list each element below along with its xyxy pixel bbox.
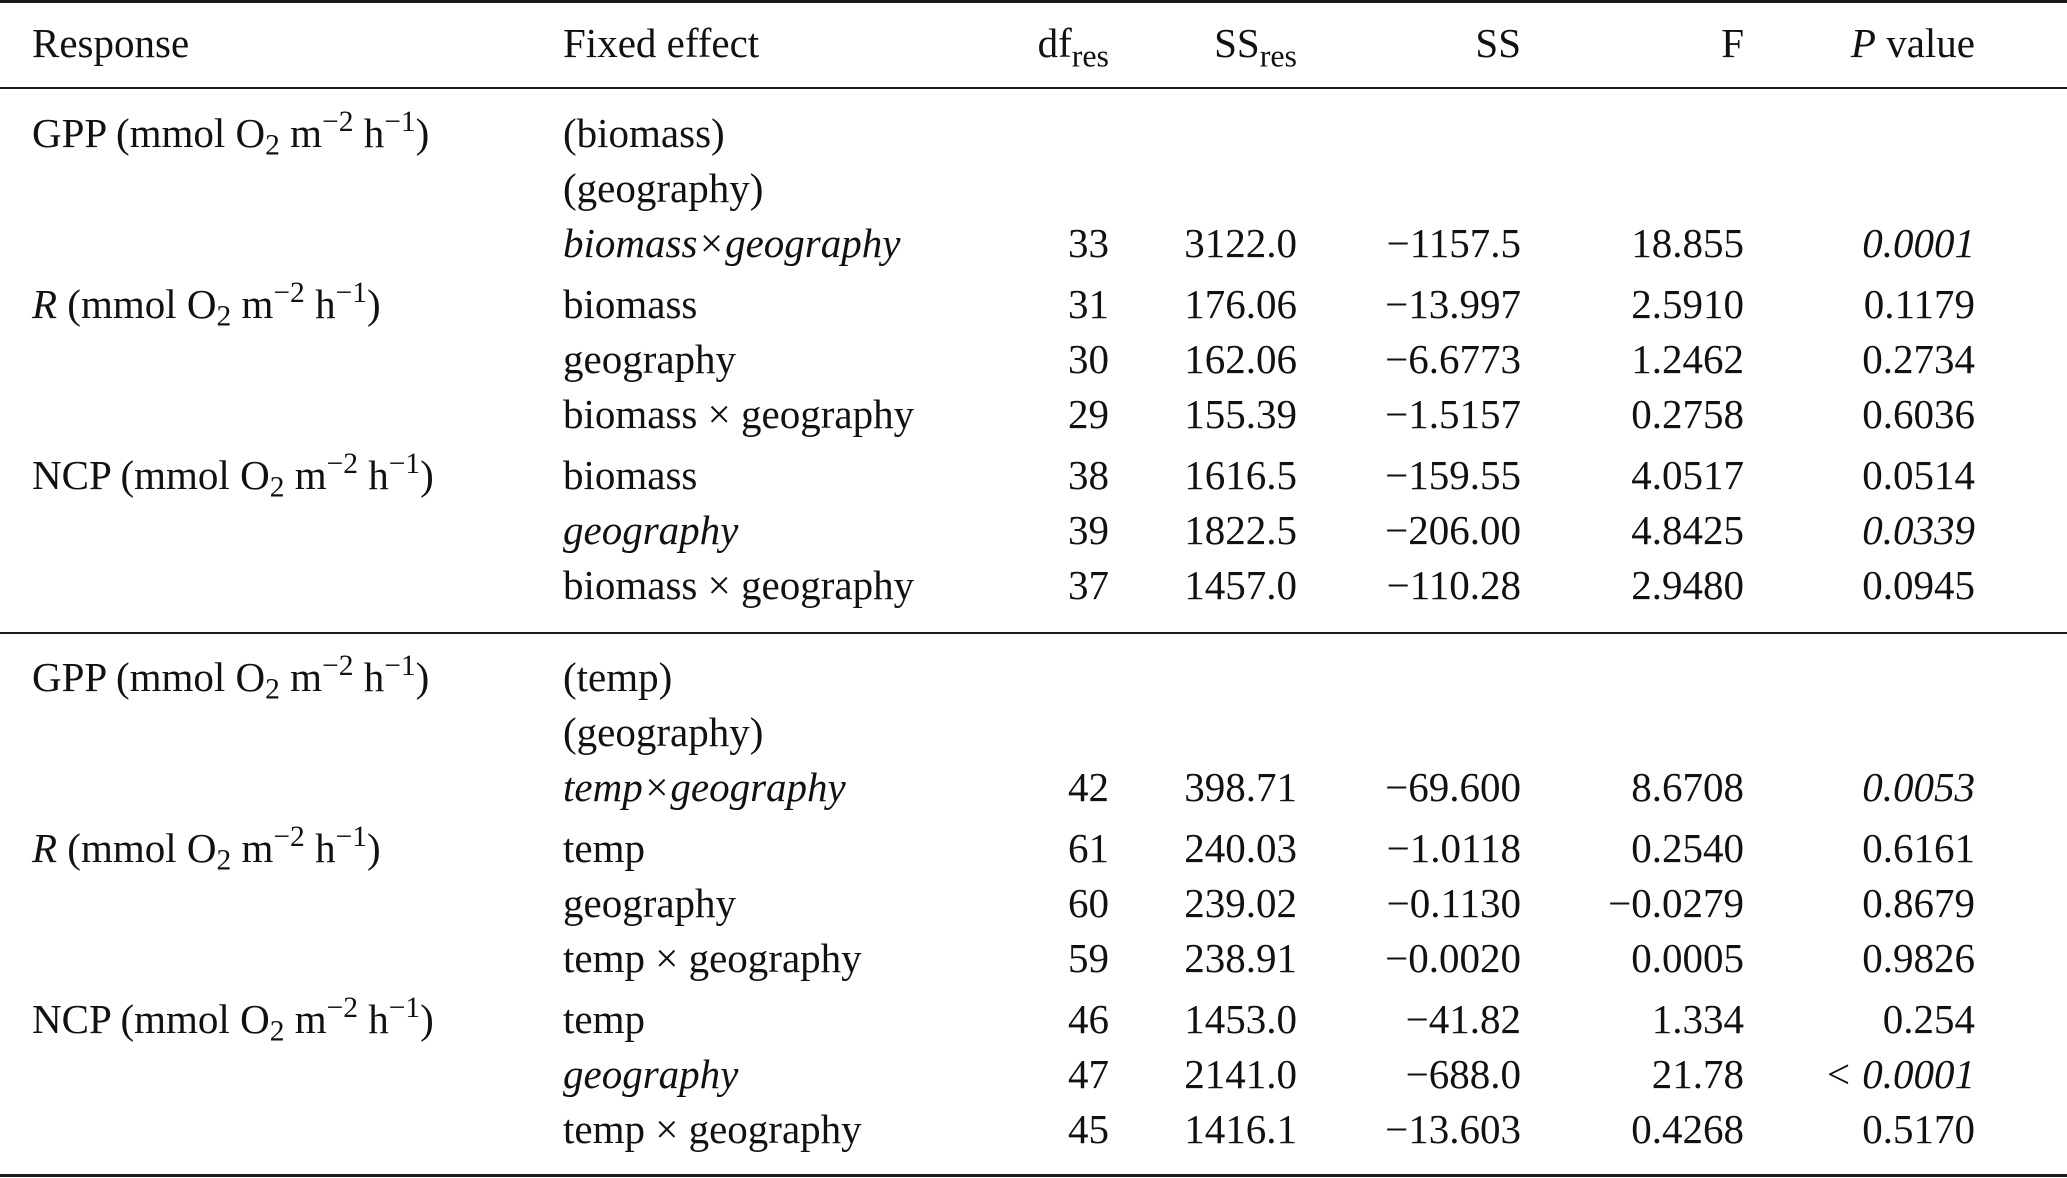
- unit-part: (mmol O: [67, 281, 217, 327]
- unit-part: m: [231, 825, 274, 871]
- response-cell: [32, 650, 429, 704]
- response-label: NCP: [32, 996, 111, 1042]
- table-row: [0, 760, 2067, 814]
- unit-part: −1: [384, 105, 416, 138]
- unit-part: (mmol O: [120, 452, 270, 498]
- p-value-cell: 0.254: [1882, 996, 1975, 1042]
- response-label: GPP: [32, 654, 106, 700]
- header-p-italic: P: [1850, 20, 1876, 66]
- header-ss-res: [1214, 16, 1297, 74]
- fixed-effect-cell: biomass × geography: [563, 562, 915, 608]
- table-row: [0, 448, 2067, 502]
- response-unit: [57, 820, 381, 877]
- ss-cell: −159.55: [1385, 452, 1521, 498]
- df-res-cell: 59: [1068, 935, 1109, 981]
- table-row: [0, 216, 2067, 270]
- response-label: GPP: [32, 110, 106, 156]
- f-cell: 0.0005: [1631, 935, 1744, 981]
- ss-res-cell: 239.02: [1184, 880, 1297, 926]
- ss-cell: −1157.5: [1386, 220, 1521, 266]
- table-row: [0, 332, 2067, 386]
- ss-res-cell: 1416.1: [1184, 1106, 1297, 1152]
- unit-part: h: [304, 281, 336, 327]
- fixed-effect-cell: temp×geography: [563, 764, 846, 810]
- unit-part: h: [304, 825, 336, 871]
- bottom-rule: [0, 1174, 2067, 1177]
- unit-part: ): [415, 654, 430, 700]
- df-res-cell: 38: [1068, 452, 1109, 498]
- table-row: [0, 1047, 2067, 1101]
- unit-part: m: [231, 281, 274, 327]
- p-value-cell: 0.8679: [1862, 880, 1975, 926]
- df-res-cell: 31: [1068, 281, 1109, 327]
- fixed-effect-cell: geography: [563, 507, 739, 553]
- unit-part: ): [366, 281, 381, 327]
- header-df-sub: res: [1071, 38, 1109, 74]
- header-ssres-base: SS: [1214, 20, 1260, 66]
- f-cell: 2.9480: [1631, 562, 1744, 608]
- unit-part: −2: [326, 991, 359, 1024]
- unit-part: ): [420, 996, 434, 1042]
- table-row: [0, 992, 2067, 1046]
- unit-part: −1: [388, 447, 421, 480]
- unit-part: −1: [335, 276, 367, 309]
- response-unit: [110, 991, 434, 1048]
- unit-part: 2: [216, 844, 232, 877]
- fixed-effect-cell: (temp): [563, 654, 673, 700]
- unit-part: ): [366, 825, 381, 871]
- table-row: [0, 277, 2067, 331]
- response-unit: [106, 649, 430, 706]
- p-value-cell: < 0.0001: [1824, 1051, 1975, 1097]
- p-value-cell: 0.0001: [1862, 220, 1975, 266]
- unit-part: m: [284, 996, 327, 1042]
- f-cell: 1.334: [1651, 996, 1744, 1042]
- unit-part: −2: [273, 276, 305, 309]
- table-row: [0, 931, 2067, 985]
- ss-cell: −1.0118: [1386, 825, 1521, 871]
- response-label: NCP: [32, 452, 111, 498]
- unit-part: −1: [384, 649, 416, 682]
- f-cell: 0.2758: [1631, 391, 1744, 437]
- f-cell: 18.855: [1631, 220, 1744, 266]
- response-label: R: [32, 825, 58, 871]
- p-value-cell: 0.2734: [1862, 336, 1975, 382]
- header-ssres-sub: res: [1259, 38, 1297, 74]
- df-res-cell: 60: [1068, 880, 1109, 926]
- response-unit: [57, 276, 381, 333]
- p-value-cell: 0.1179: [1863, 281, 1975, 327]
- f-cell: 2.5910: [1631, 281, 1744, 327]
- unit-part: (mmol O: [115, 654, 266, 700]
- table-row: [0, 821, 2067, 875]
- p-value-cell: 0.0053: [1862, 764, 1975, 810]
- df-res-cell: 42: [1068, 764, 1109, 810]
- ss-res-cell: 398.71: [1184, 764, 1297, 810]
- f-cell: 4.8425: [1631, 507, 1744, 553]
- unit-part: −2: [326, 447, 359, 480]
- fixed-effect-cell: (geography): [563, 165, 764, 211]
- df-res-cell: 46: [1068, 996, 1109, 1042]
- unit-part: ): [420, 452, 434, 498]
- df-res-cell: 33: [1068, 220, 1109, 266]
- df-res-cell: 39: [1068, 507, 1109, 553]
- f-cell: 8.6708: [1631, 764, 1744, 810]
- ss-res-cell: 2141.0: [1184, 1051, 1297, 1097]
- unit-part: 2: [265, 673, 280, 706]
- p-value-cell: 0.0945: [1862, 562, 1975, 608]
- ss-res-cell: 238.91: [1184, 935, 1297, 981]
- unit-part: −1: [388, 991, 421, 1024]
- f-cell: 21.78: [1651, 1051, 1744, 1097]
- table-row: [0, 106, 2067, 160]
- header-p-rest: value: [1875, 20, 1975, 66]
- fixed-effect-cell: temp: [563, 825, 645, 871]
- unit-part: (mmol O: [67, 825, 217, 871]
- unit-part: 2: [265, 129, 280, 162]
- f-cell: −0.0279: [1608, 880, 1744, 926]
- response-cell: [32, 106, 429, 160]
- unit-part: m: [279, 110, 323, 156]
- response-label: R: [32, 281, 58, 327]
- ss-res-cell: 1822.5: [1184, 507, 1297, 553]
- unit-part: h: [358, 996, 389, 1042]
- ss-cell: −1.5157: [1385, 391, 1521, 437]
- ss-res-cell: 240.03: [1184, 825, 1297, 871]
- fixed-effect-cell: (biomass): [563, 110, 725, 156]
- df-res-cell: 29: [1068, 391, 1109, 437]
- p-value-cell: 0.6036: [1862, 391, 1975, 437]
- response-cell: [32, 448, 434, 502]
- p-value-cell: 0.5170: [1862, 1106, 1975, 1152]
- unit-part: h: [353, 654, 385, 700]
- table-row: [0, 876, 2067, 930]
- unit-part: 2: [269, 1015, 285, 1048]
- table-row: [0, 161, 2067, 215]
- top-rule: [0, 0, 2067, 3]
- fixed-effect-cell: biomass×geography: [563, 220, 901, 266]
- unit-part: 2: [216, 300, 232, 333]
- table-row: [0, 503, 2067, 557]
- f-cell: 1.2462: [1631, 336, 1744, 382]
- ss-cell: −13.997: [1385, 281, 1521, 327]
- response-cell: [32, 992, 434, 1046]
- ss-cell: −206.00: [1385, 507, 1521, 553]
- df-res-cell: 45: [1068, 1106, 1109, 1152]
- header-row: [0, 16, 2067, 74]
- unit-part: −1: [335, 820, 367, 853]
- ss-res-cell: 1453.0: [1184, 996, 1297, 1042]
- p-value-cell: 0.0339: [1862, 507, 1975, 553]
- table-row: [0, 705, 2067, 759]
- ss-cell: −6.6773: [1385, 336, 1521, 382]
- unit-part: −2: [322, 105, 354, 138]
- ss-res-cell: 1616.5: [1184, 452, 1297, 498]
- df-res-cell: 61: [1068, 825, 1109, 871]
- fixed-effect-cell: biomass × geography: [563, 391, 915, 437]
- ss-res-cell: 162.06: [1184, 336, 1297, 382]
- section-rule: [0, 632, 2067, 634]
- ss-cell: −13.603: [1385, 1106, 1521, 1152]
- table-row: [0, 650, 2067, 704]
- fixed-effect-cell: biomass: [563, 281, 698, 327]
- df-res-cell: 37: [1068, 562, 1109, 608]
- header-f: F: [1721, 20, 1744, 66]
- f-cell: 4.0517: [1631, 452, 1744, 498]
- table-row: [0, 387, 2067, 441]
- fixed-effect-cell: biomass: [563, 452, 698, 498]
- unit-part: −2: [273, 820, 305, 853]
- unit-part: m: [279, 654, 323, 700]
- fixed-effect-cell: temp × geography: [563, 935, 862, 981]
- response-unit: [106, 105, 430, 162]
- unit-part: h: [353, 110, 385, 156]
- p-value-cell: 0.9826: [1862, 935, 1975, 981]
- fixed-effect-cell: temp × geography: [563, 1106, 862, 1152]
- p-value-cell: 0.6161: [1862, 825, 1975, 871]
- unit-part: h: [358, 452, 389, 498]
- header-df-base: df: [1037, 20, 1072, 66]
- ss-cell: −688.0: [1405, 1051, 1521, 1097]
- response-cell: [32, 277, 381, 331]
- fixed-effect-cell: geography: [563, 1051, 739, 1097]
- ss-res-cell: 176.06: [1184, 281, 1297, 327]
- p-value-cell: 0.0514: [1862, 452, 1975, 498]
- header-rule: [0, 87, 2067, 89]
- fixed-effect-cell: geography: [563, 880, 737, 926]
- ss-cell: −41.82: [1405, 996, 1521, 1042]
- ss-res-cell: 1457.0: [1184, 562, 1297, 608]
- unit-part: −2: [322, 649, 354, 682]
- df-res-cell: 47: [1068, 1051, 1109, 1097]
- fixed-effect-cell: (geography): [563, 709, 764, 755]
- ss-res-cell: 155.39: [1184, 391, 1297, 437]
- table-row: [0, 558, 2067, 612]
- ss-cell: −69.600: [1385, 764, 1521, 810]
- header-response: Response: [32, 20, 190, 66]
- header-fixed-effect: Fixed effect: [563, 20, 760, 66]
- header-p-value: [1851, 16, 1975, 70]
- ss-cell: −0.1130: [1386, 880, 1521, 926]
- fixed-effect-cell: temp: [563, 996, 645, 1042]
- unit-part: (mmol O: [120, 996, 270, 1042]
- response-unit: [110, 447, 434, 504]
- ss-cell: −0.0020: [1385, 935, 1521, 981]
- df-res-cell: 30: [1068, 336, 1109, 382]
- header-df-res: [1037, 16, 1109, 74]
- unit-part: 2: [269, 471, 285, 504]
- f-cell: 0.4268: [1631, 1106, 1744, 1152]
- ss-res-cell: 3122.0: [1184, 220, 1297, 266]
- response-cell: [32, 821, 381, 875]
- unit-part: m: [284, 452, 327, 498]
- ss-cell: −110.28: [1386, 562, 1521, 608]
- unit-part: ): [415, 110, 430, 156]
- header-ss: SS: [1475, 20, 1521, 66]
- f-cell: 0.2540: [1631, 825, 1744, 871]
- unit-part: (mmol O: [115, 110, 266, 156]
- fixed-effect-cell: geography: [563, 336, 737, 382]
- table-row: [0, 1102, 2067, 1156]
